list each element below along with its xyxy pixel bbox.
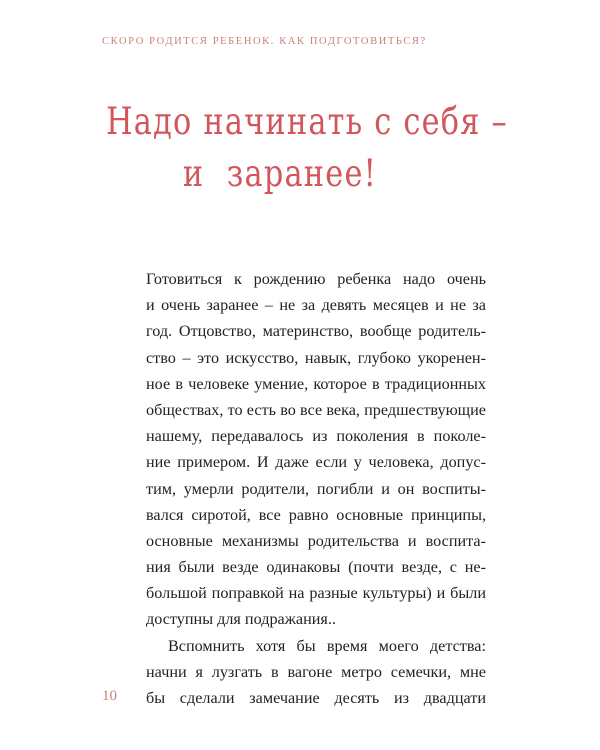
chapter-title-line-2: и заранее! <box>182 152 378 195</box>
text-line: основные механизмы родительства и воспита- <box>146 531 486 550</box>
running-head: СКОРО РОДИТСЯ РЕБЕНОК. КАК ПОДГОТОВИТЬСЯ? <box>102 36 427 47</box>
text-line: доступны для подражания.. <box>146 610 336 629</box>
text-line: ние примером. И даже если у человека, допус- <box>146 453 486 472</box>
text-line: ния были везде одинаковы (почти везде, с не- <box>146 558 486 577</box>
text-line: ное в человеке умение, которое в традиционных <box>146 374 486 393</box>
text-line: год. Отцовство, материнство, вообще родитель- <box>146 322 486 341</box>
text-line: и очень заранее – не за девять месяцев и не за <box>146 296 486 315</box>
body-text <box>146 266 486 711</box>
text-line: большой поправкой на разные культуры) и были <box>146 584 486 603</box>
chapter-title-line-1: Надо начинать с себя – <box>106 100 508 143</box>
chapter-title <box>0 96 600 200</box>
text-line: вался сиротой, все равно основные принципы, <box>146 505 486 524</box>
text-line: нашему, передавалось из поколения в поколе- <box>146 427 486 446</box>
text-line: обществах, то есть во все века, предшествующие <box>146 400 486 419</box>
page-number: 10 <box>102 688 117 704</box>
text-line: бы сделали замечание десять из двадцати <box>146 689 486 707</box>
text-line: ство – это искусство, навык, глубоко укоренен- <box>146 348 486 367</box>
text-line: Вспомнить хотя бы время моего детства: <box>168 636 486 655</box>
text-line: начни я лузгать в вагоне метро семечки, мне <box>146 662 486 681</box>
text-line: Готовиться к рождению ребенка надо очень <box>146 270 486 288</box>
text-line: тим, умерли родители, погибли и он воспиты- <box>146 479 486 498</box>
